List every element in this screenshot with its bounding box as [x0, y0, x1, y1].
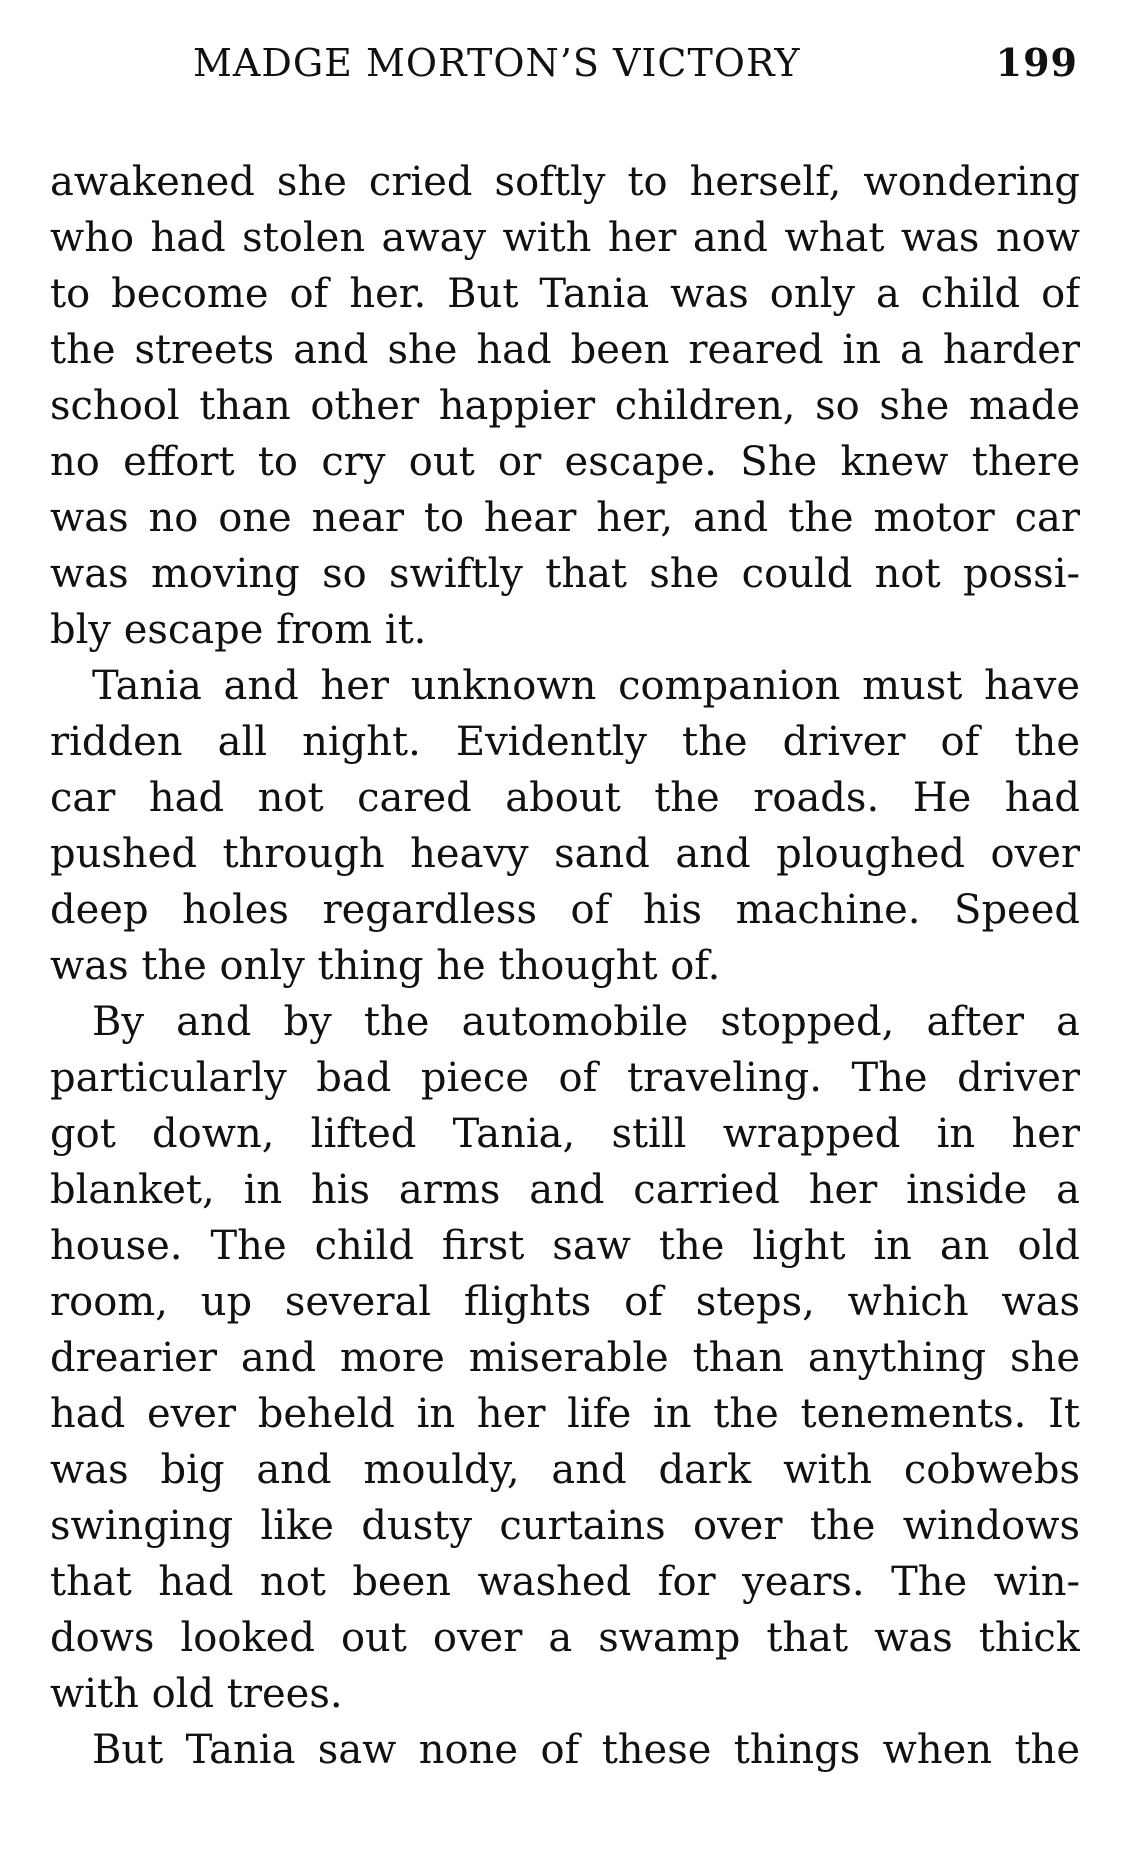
text-line: drearier and more miserable than anything she: [50, 1335, 1080, 1381]
text-line: awakened she cried softly to herself, wondering: [50, 159, 1080, 205]
text-line: got down, lifted Tania, still wrapped in her: [50, 1111, 1080, 1157]
text-line: that had not been washed for years. The win-: [50, 1559, 1080, 1605]
paragraph-last-line: bly escape from it.: [50, 607, 427, 653]
page-number: 199: [995, 40, 1078, 85]
text-line: was no one near to hear her, and the motor car: [50, 495, 1080, 541]
text-line: ridden all night. Evidently the driver of the: [50, 719, 1080, 765]
text-line: to become of her. But Tania was only a child of: [50, 271, 1080, 317]
text-line: dows looked out over a swamp that was thick: [50, 1615, 1080, 1661]
text-line: blanket, in his arms and carried her inside a: [50, 1167, 1080, 1213]
text-line: was moving so swiftly that she could not possi-: [50, 551, 1080, 597]
page-header: [48, 34, 1078, 92]
text-line: no effort to cry out or escape. She knew there: [50, 439, 1080, 485]
paragraph-first-line: By and by the automobile stopped, after a: [92, 999, 1080, 1045]
text-line: had ever beheld in her life in the tenements. It: [50, 1391, 1080, 1437]
text-line: house. The child first saw the light in an old: [50, 1223, 1080, 1269]
text-line: the streets and she had been reared in a harder: [50, 327, 1080, 373]
text-line: room, up several flights of steps, which was: [50, 1279, 1080, 1325]
text-line: pushed through heavy sand and ploughed over: [50, 831, 1080, 877]
text-line: school than other happier children, so she made: [50, 383, 1080, 429]
running-title: MADGE MORTON’S VICTORY: [193, 41, 801, 85]
text-line: swinging like dusty curtains over the windows: [50, 1503, 1080, 1549]
text-line: particularly bad piece of traveling. The driver: [50, 1055, 1080, 1101]
paragraph-first-line: Tania and her unknown companion must have: [92, 663, 1080, 709]
text-line: car had not cared about the roads. He had: [50, 775, 1080, 821]
text-line: who had stolen away with her and what was now: [50, 215, 1080, 261]
text-line: was big and mouldy, and dark with cobwebs: [50, 1447, 1080, 1493]
text-line: deep holes regardless of his machine. Speed: [50, 887, 1080, 933]
body-text: [50, 154, 1080, 1778]
paragraph-last-line: was the only thing he thought of.: [50, 943, 721, 989]
paragraph-last-line: with old trees.: [50, 1671, 343, 1717]
paragraph-first-line: But Tania saw none of these things when the: [92, 1727, 1080, 1773]
